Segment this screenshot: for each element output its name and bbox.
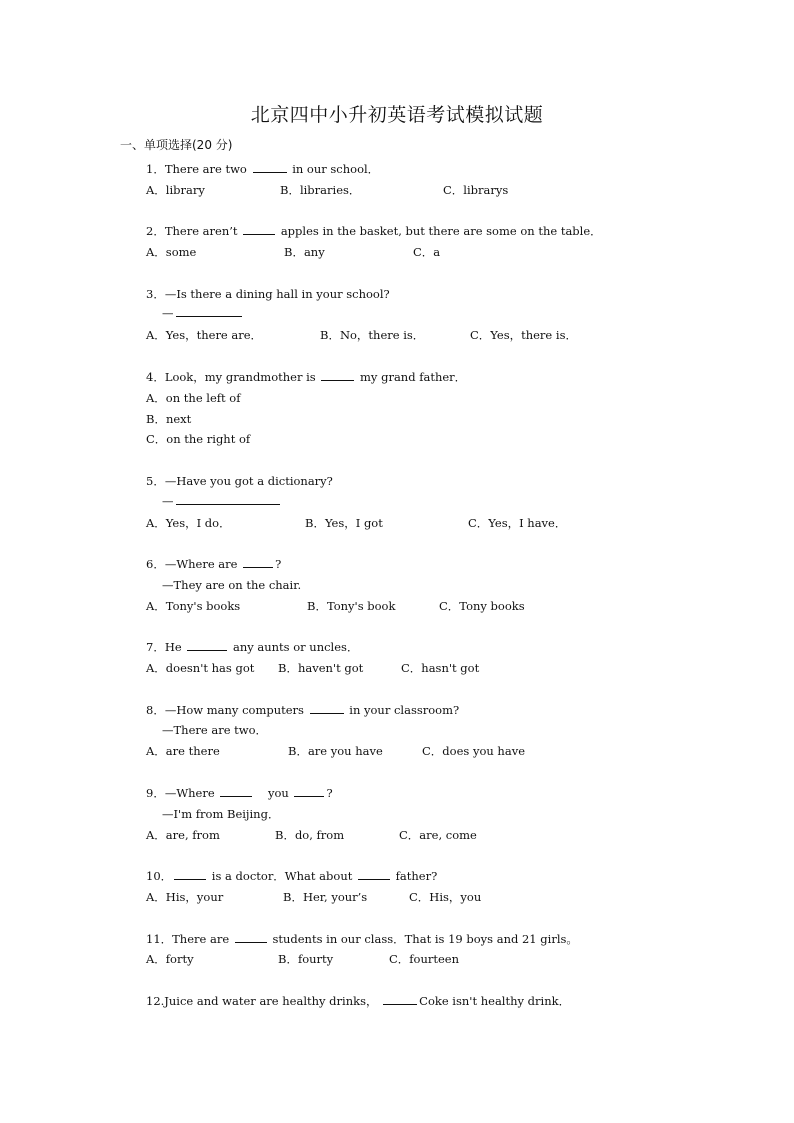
answer-blank [321, 370, 354, 381]
option-a: A．some [146, 245, 197, 259]
option-c: C．hasn't got [401, 661, 480, 675]
answer-blank [253, 162, 287, 173]
answer-blank [358, 869, 390, 880]
question-10: 10． is a doctor．What about father? [146, 869, 438, 883]
reply-line: —They are on the chair. [162, 578, 302, 592]
page-title: 北京四中小升初英语考试模拟试题 [250, 104, 544, 126]
option-a: A．Tony's books [146, 599, 241, 613]
option-c: C．librarys [443, 183, 509, 197]
option-a: A．His，your [146, 890, 224, 904]
option-a: A．are there [146, 744, 220, 758]
option-a: A．library [146, 183, 205, 197]
option-a: A．on the left of [146, 391, 241, 405]
option-b: B．Tony's book [307, 599, 396, 613]
question-5: 5．—Have you got a dictionary? [146, 474, 333, 488]
option-a: A．Yes，I do． [146, 516, 231, 530]
answer-blank [310, 703, 344, 714]
question-11: 11．There are students in our class．That is 19 boys and 21 girls。 [146, 932, 578, 946]
question-2: 2．There aren’t apples in the basket, but there are some on the table． [146, 224, 602, 238]
option-c: C．Yes，I have． [468, 516, 567, 530]
answer-blank [294, 786, 324, 797]
question-4: 4．Look，my grandmother is my grand father． [146, 370, 467, 384]
answer-blank [176, 306, 242, 317]
reply-line: —I'm from Beijing． [162, 807, 280, 821]
question-1: 1．There are two in our school． [146, 162, 380, 176]
answer-blank [174, 869, 206, 880]
option-b: B．No，there is． [320, 328, 425, 342]
option-b: B．Yes，I got [305, 516, 383, 530]
option-c: C．are, come [399, 828, 477, 842]
question-7: 7．He any aunts or uncles． [146, 640, 359, 654]
option-c: C．His，you [409, 890, 482, 904]
option-b: B．fourty [278, 952, 334, 966]
option-c: C．Yes，there is． [470, 328, 577, 342]
answer-blank [243, 224, 275, 235]
option-b: B．next [146, 412, 192, 426]
answer-blank [243, 557, 273, 568]
question-9: 9．—Where you ? [146, 786, 333, 800]
answer-blank [220, 786, 252, 797]
option-c: C．fourteen [389, 952, 460, 966]
option-b: B．haven't got [278, 661, 364, 675]
option-c: C．does you have [422, 744, 525, 758]
reply-line: —There are two． [162, 723, 268, 737]
option-c: C．a [413, 245, 441, 259]
answer-blank [235, 932, 267, 943]
option-b: B．are you have [288, 744, 383, 758]
answer-line: — [162, 306, 244, 320]
question-8: 8．—How many computers in your classroom? [146, 703, 460, 717]
section-heading: 一、单项选择(20 分) [120, 138, 233, 152]
option-b: B．do, from [275, 828, 345, 842]
option-b: B．Her, your’s [283, 890, 368, 904]
option-b: B．libraries． [280, 183, 361, 197]
option-c: C．Tony books [439, 599, 525, 613]
option-c: C．on the right of [146, 432, 251, 446]
option-a: A．Yes，there are． [146, 328, 263, 342]
option-a: A．forty [146, 952, 194, 966]
option-b: B．any [284, 245, 325, 259]
answer-blank [187, 640, 227, 651]
question-3: 3．—Is there a dining hall in your school? [146, 287, 390, 301]
answer-blank [383, 994, 417, 1005]
question-6: 6．—Where are ? [146, 557, 282, 571]
option-a: A．doesn't has got [146, 661, 255, 675]
option-a: A．are, from [146, 828, 220, 842]
question-12: 12.Juice and water are healthy drinks， Coke isn't healthy drink． [146, 994, 571, 1008]
answer-line: — [162, 494, 282, 508]
answer-blank [176, 494, 280, 505]
